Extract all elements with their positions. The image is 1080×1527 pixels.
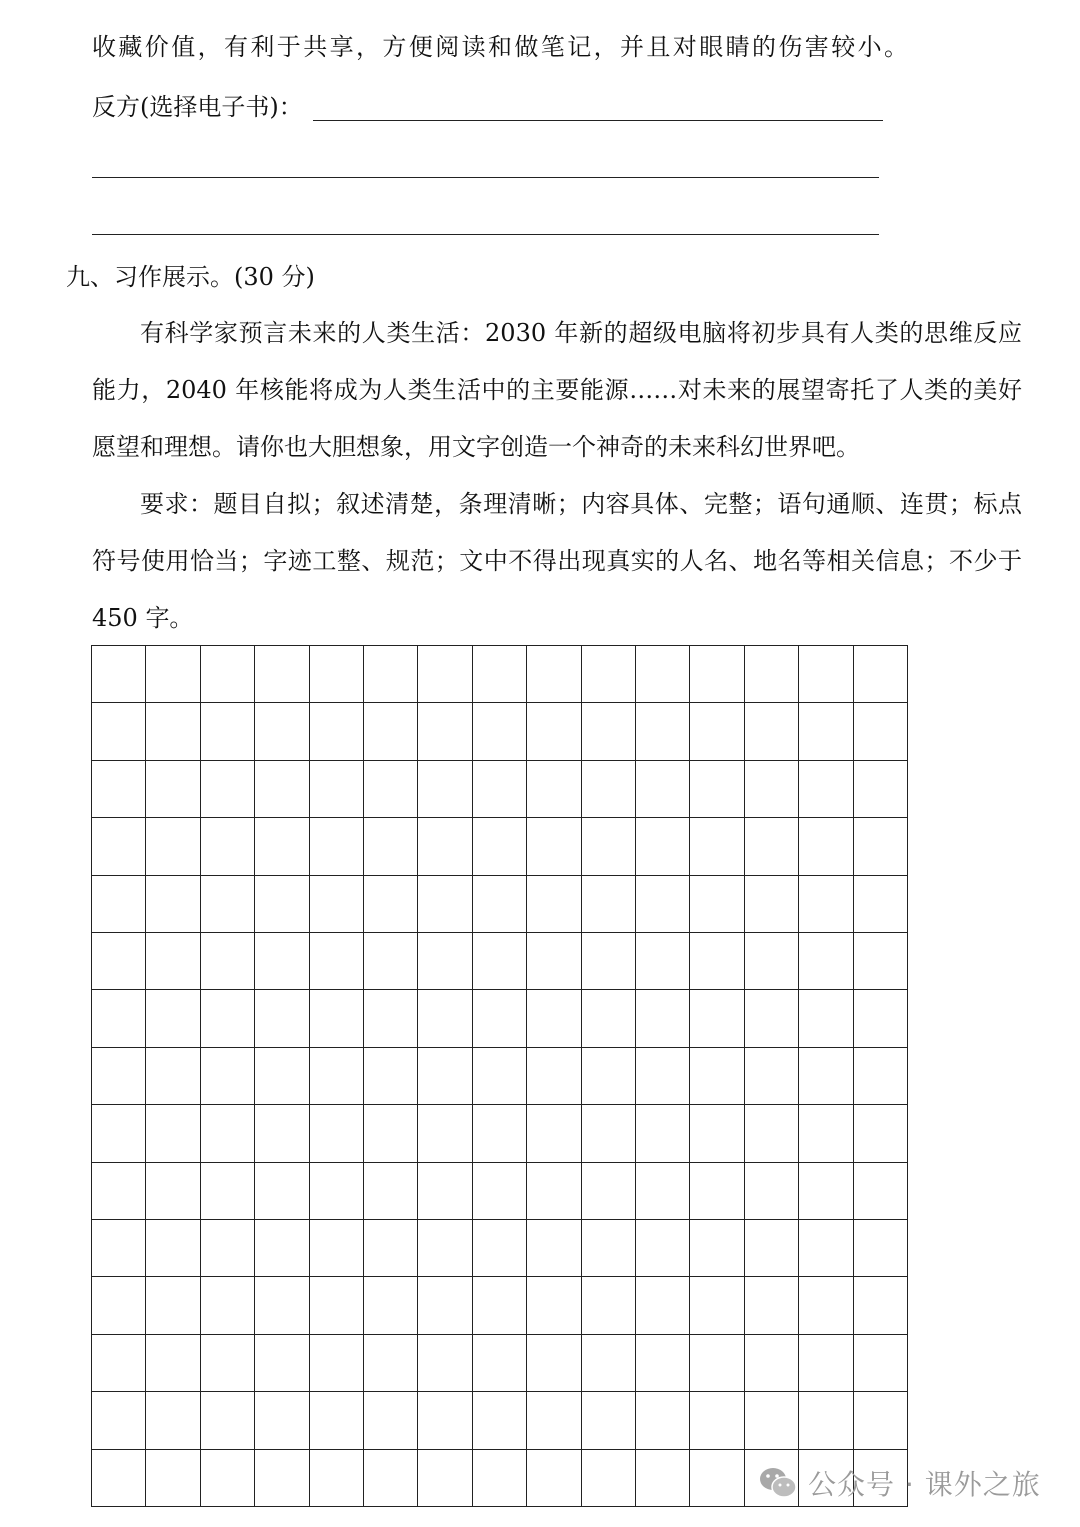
grid-cell[interactable]: [527, 1048, 581, 1105]
grid-cell[interactable]: [582, 1277, 636, 1334]
grid-cell[interactable]: [745, 703, 799, 760]
grid-cell[interactable]: [745, 1105, 799, 1162]
grid-cell[interactable]: [636, 646, 690, 703]
grid-cell[interactable]: [310, 1335, 364, 1392]
grid-cell[interactable]: [146, 1392, 200, 1449]
grid-cell[interactable]: [854, 876, 908, 933]
grid-cell[interactable]: [799, 761, 853, 818]
grid-cell[interactable]: [527, 818, 581, 875]
grid-cell[interactable]: [636, 1335, 690, 1392]
grid-cell[interactable]: [310, 761, 364, 818]
writing-grid[interactable]: [91, 645, 908, 1507]
grid-cell[interactable]: [690, 818, 744, 875]
grid-cell[interactable]: [690, 1048, 744, 1105]
grid-cell[interactable]: [636, 761, 690, 818]
grid-cell[interactable]: [364, 761, 418, 818]
grid-cell[interactable]: [473, 1277, 527, 1334]
grid-cell[interactable]: [418, 1220, 472, 1277]
grid-cell[interactable]: [854, 646, 908, 703]
grid-cell[interactable]: [636, 990, 690, 1047]
grid-cell[interactable]: [201, 1163, 255, 1220]
grid-cell[interactable]: [690, 1220, 744, 1277]
grid-cell[interactable]: [854, 1277, 908, 1334]
grid-cell[interactable]: [690, 1105, 744, 1162]
grid-cell[interactable]: [310, 1163, 364, 1220]
grid-cell[interactable]: [854, 1335, 908, 1392]
grid-cell[interactable]: [418, 1335, 472, 1392]
grid-cell[interactable]: [690, 646, 744, 703]
grid-cell[interactable]: [201, 1277, 255, 1334]
grid-cell[interactable]: [255, 703, 309, 760]
grid-cell[interactable]: [418, 703, 472, 760]
grid-cell[interactable]: [146, 876, 200, 933]
grid-cell[interactable]: [418, 1277, 472, 1334]
grid-cell[interactable]: [799, 876, 853, 933]
grid-cell[interactable]: [146, 761, 200, 818]
grid-cell[interactable]: [636, 703, 690, 760]
grid-cell[interactable]: [255, 1048, 309, 1105]
grid-cell[interactable]: [799, 1048, 853, 1105]
grid-cell[interactable]: [255, 1163, 309, 1220]
grid-cell[interactable]: [527, 703, 581, 760]
grid-cell[interactable]: [582, 990, 636, 1047]
grid-cell[interactable]: [92, 1392, 146, 1449]
grid-cell[interactable]: [690, 1277, 744, 1334]
grid-cell[interactable]: [255, 990, 309, 1047]
grid-cell[interactable]: [527, 1450, 581, 1507]
grid-cell[interactable]: [201, 818, 255, 875]
watermark: [758, 1458, 1041, 1508]
previous-answer-text: 收藏价值，有利于共享，方便阅读和做笔记，并且对眼睛的伤害较小。: [92, 33, 911, 61]
grid-cell[interactable]: [636, 1163, 690, 1220]
answer-line-3[interactable]: [92, 234, 879, 235]
grid-cell[interactable]: [582, 933, 636, 990]
grid-cell[interactable]: [473, 1450, 527, 1507]
grid-cell[interactable]: [92, 1277, 146, 1334]
grid-cell[interactable]: [146, 818, 200, 875]
grid-cell[interactable]: [582, 1392, 636, 1449]
grid-cell[interactable]: [527, 646, 581, 703]
grid-cell[interactable]: [146, 1450, 200, 1507]
grid-cell[interactable]: [201, 990, 255, 1047]
grid-cell[interactable]: [854, 1048, 908, 1105]
prompt-paragraph: 有科学家预言未来的人类生活：2030 年新的超级电脑将初步具有人类的思维反应能力，2040 年核能将成为人类生活中的主要能源……对未来的展望寄托了人类的美好愿望和理想。请你也大胆想象，用文字创造一个神奇的未来科幻世界吧。: [92, 319, 1022, 461]
grid-cell[interactable]: [799, 1220, 853, 1277]
grid-cell[interactable]: [690, 933, 744, 990]
grid-cell[interactable]: [745, 1392, 799, 1449]
grid-cell[interactable]: [745, 1277, 799, 1334]
grid-cell[interactable]: [364, 818, 418, 875]
grid-cell[interactable]: [364, 876, 418, 933]
grid-cell[interactable]: [636, 1392, 690, 1449]
grid-cell[interactable]: [364, 646, 418, 703]
grid-cell[interactable]: [636, 1105, 690, 1162]
grid-cell[interactable]: [364, 1450, 418, 1507]
against-side-label: 反方(选择电子书)：: [92, 93, 303, 121]
grid-cell[interactable]: [146, 1163, 200, 1220]
grid-cell[interactable]: [255, 1392, 309, 1449]
grid-cell[interactable]: [146, 1220, 200, 1277]
grid-cell[interactable]: [364, 1277, 418, 1334]
grid-cell[interactable]: [473, 703, 527, 760]
grid-cell[interactable]: [473, 818, 527, 875]
grid-cell[interactable]: [201, 761, 255, 818]
grid-cell[interactable]: [745, 818, 799, 875]
grid-cell[interactable]: [527, 1392, 581, 1449]
grid-cell[interactable]: [636, 1277, 690, 1334]
grid-cell[interactable]: [255, 1105, 309, 1162]
grid-cell[interactable]: [364, 1105, 418, 1162]
grid-cell[interactable]: [745, 646, 799, 703]
grid-cell[interactable]: [527, 761, 581, 818]
grid-cell[interactable]: [636, 876, 690, 933]
grid-cell[interactable]: [745, 1335, 799, 1392]
grid-cell[interactable]: [92, 933, 146, 990]
grid-cell[interactable]: [364, 1163, 418, 1220]
grid-cell[interactable]: [799, 1335, 853, 1392]
grid-cell[interactable]: [582, 1450, 636, 1507]
grid-cell[interactable]: [310, 1277, 364, 1334]
grid-cell[interactable]: [92, 646, 146, 703]
grid-cell[interactable]: [364, 933, 418, 990]
grid-cell[interactable]: [255, 1335, 309, 1392]
grid-cell[interactable]: [473, 1392, 527, 1449]
grid-cell[interactable]: [201, 1105, 255, 1162]
grid-cell[interactable]: [255, 1450, 309, 1507]
grid-cell[interactable]: [255, 876, 309, 933]
grid-cell[interactable]: [364, 990, 418, 1047]
grid-cell[interactable]: [201, 646, 255, 703]
grid-cell[interactable]: [310, 990, 364, 1047]
grid-cell[interactable]: [310, 933, 364, 990]
grid-cell[interactable]: [201, 933, 255, 990]
grid-cell[interactable]: [473, 1163, 527, 1220]
grid-cell[interactable]: [690, 761, 744, 818]
grid-cell[interactable]: [146, 703, 200, 760]
grid-cell[interactable]: [473, 1220, 527, 1277]
grid-cell[interactable]: [255, 933, 309, 990]
grid-cell[interactable]: [146, 1105, 200, 1162]
grid-cell[interactable]: [636, 818, 690, 875]
grid-cell[interactable]: [745, 990, 799, 1047]
grid-cell[interactable]: [473, 876, 527, 933]
grid-cell[interactable]: [92, 818, 146, 875]
grid-cell[interactable]: [201, 1048, 255, 1105]
grid-cell[interactable]: [799, 1392, 853, 1449]
grid-cell[interactable]: [582, 1163, 636, 1220]
grid-cell[interactable]: [582, 646, 636, 703]
grid-cell[interactable]: [473, 1048, 527, 1105]
section-heading: 九、习作展示。(30 分): [66, 263, 315, 291]
grid-cell[interactable]: [310, 1450, 364, 1507]
grid-cell[interactable]: [418, 1105, 472, 1162]
grid-cell[interactable]: [745, 933, 799, 990]
grid-cell[interactable]: [636, 933, 690, 990]
grid-cell[interactable]: [92, 703, 146, 760]
grid-cell[interactable]: [527, 1220, 581, 1277]
wechat-icon: [758, 1466, 798, 1500]
grid-cell[interactable]: [418, 1450, 472, 1507]
grid-cell[interactable]: [364, 1392, 418, 1449]
grid-cell[interactable]: [310, 703, 364, 760]
grid-cell[interactable]: [92, 1163, 146, 1220]
grid-cell[interactable]: [799, 646, 853, 703]
grid-cell[interactable]: [201, 876, 255, 933]
grid-cell[interactable]: [364, 703, 418, 760]
grid-cell[interactable]: [418, 1048, 472, 1105]
grid-cell[interactable]: [854, 761, 908, 818]
grid-cell[interactable]: [582, 703, 636, 760]
grid-cell[interactable]: [201, 1220, 255, 1277]
grid-cell[interactable]: [92, 1220, 146, 1277]
grid-cell[interactable]: [146, 1048, 200, 1105]
grid-cell[interactable]: [582, 876, 636, 933]
grid-cell[interactable]: [854, 703, 908, 760]
grid-cell[interactable]: [418, 933, 472, 990]
grid-cell[interactable]: [636, 1450, 690, 1507]
grid-cell[interactable]: [745, 1048, 799, 1105]
grid-cell[interactable]: [854, 1163, 908, 1220]
grid-cell[interactable]: [418, 646, 472, 703]
grid-cell[interactable]: [310, 1220, 364, 1277]
grid-cell[interactable]: [255, 818, 309, 875]
grid-cell[interactable]: [690, 1392, 744, 1449]
grid-cell[interactable]: [201, 1450, 255, 1507]
grid-cell[interactable]: [527, 990, 581, 1047]
grid-cell[interactable]: [255, 761, 309, 818]
requirements-paragraph: 要求：题目自拟；叙述清楚，条理清晰；内容具体、完整；语句通顺、连贯；标点符号使用恰当；字迹工整、规范；文中不得出现真实的人名、地名等相关信息；不少于 450 字。: [92, 490, 1022, 632]
grid-cell[interactable]: [310, 646, 364, 703]
grid-cell[interactable]: [255, 1220, 309, 1277]
grid-cell[interactable]: [636, 1220, 690, 1277]
grid-cell[interactable]: [92, 761, 146, 818]
grid-cell[interactable]: [364, 1220, 418, 1277]
grid-cell[interactable]: [473, 646, 527, 703]
grid-cell[interactable]: [799, 990, 853, 1047]
grid-cell[interactable]: [255, 646, 309, 703]
grid-cell[interactable]: [310, 1048, 364, 1105]
grid-cell[interactable]: [582, 761, 636, 818]
grid-cell[interactable]: [364, 1048, 418, 1105]
grid-cell[interactable]: [364, 1335, 418, 1392]
grid-cell[interactable]: [418, 990, 472, 1047]
grid-cell[interactable]: [92, 876, 146, 933]
grid-cell[interactable]: [690, 1335, 744, 1392]
grid-cell[interactable]: [418, 761, 472, 818]
grid-cell[interactable]: [854, 1105, 908, 1162]
answer-line-2[interactable]: [92, 177, 879, 178]
grid-cell[interactable]: [473, 1105, 527, 1162]
grid-cell[interactable]: [745, 1163, 799, 1220]
grid-cell[interactable]: [527, 876, 581, 933]
grid-cell[interactable]: [473, 990, 527, 1047]
grid-cell[interactable]: [799, 818, 853, 875]
grid-cell[interactable]: [201, 1335, 255, 1392]
grid-cell[interactable]: [636, 1048, 690, 1105]
grid-cell[interactable]: [690, 876, 744, 933]
grid-cell[interactable]: [745, 1220, 799, 1277]
grid-cell[interactable]: [799, 1163, 853, 1220]
grid-cell[interactable]: [146, 933, 200, 990]
grid-cell[interactable]: [92, 1048, 146, 1105]
grid-cell[interactable]: [418, 1163, 472, 1220]
grid-cell[interactable]: [310, 1105, 364, 1162]
grid-cell[interactable]: [690, 1163, 744, 1220]
grid-cell[interactable]: [854, 990, 908, 1047]
grid-cell[interactable]: [690, 990, 744, 1047]
grid-cell[interactable]: [582, 818, 636, 875]
grid-cell[interactable]: [418, 1392, 472, 1449]
grid-cell[interactable]: [854, 1392, 908, 1449]
grid-cell[interactable]: [310, 876, 364, 933]
grid-cell[interactable]: [92, 1105, 146, 1162]
grid-cell[interactable]: [146, 646, 200, 703]
grid-cell[interactable]: [201, 1392, 255, 1449]
grid-cell[interactable]: [146, 1335, 200, 1392]
answer-line-1[interactable]: [313, 120, 883, 121]
grid-cell[interactable]: [418, 876, 472, 933]
grid-cell[interactable]: [418, 818, 472, 875]
grid-cell[interactable]: [690, 1450, 744, 1507]
grid-cell[interactable]: [92, 1335, 146, 1392]
grid-cell[interactable]: [92, 990, 146, 1047]
grid-cell[interactable]: [854, 1220, 908, 1277]
grid-cell[interactable]: [527, 1335, 581, 1392]
grid-cell[interactable]: [745, 876, 799, 933]
grid-cell[interactable]: [473, 1335, 527, 1392]
grid-cell[interactable]: [255, 1277, 309, 1334]
grid-cell[interactable]: [854, 818, 908, 875]
grid-cell[interactable]: [745, 761, 799, 818]
grid-cell[interactable]: [527, 1163, 581, 1220]
grid-cell[interactable]: [799, 1105, 853, 1162]
grid-cell[interactable]: [582, 1220, 636, 1277]
grid-cell[interactable]: [527, 1277, 581, 1334]
watermark-text: 公众号 · 课外之旅: [808, 1468, 1041, 1501]
grid-cell[interactable]: [146, 990, 200, 1047]
grid-cell[interactable]: [582, 1335, 636, 1392]
grid-cell[interactable]: [201, 703, 255, 760]
grid-cell[interactable]: [527, 1105, 581, 1162]
grid-cell[interactable]: [582, 1048, 636, 1105]
grid-cell[interactable]: [799, 703, 853, 760]
grid-cell[interactable]: [473, 933, 527, 990]
grid-cell[interactable]: [799, 1277, 853, 1334]
grid-cell[interactable]: [799, 933, 853, 990]
grid-cell[interactable]: [854, 933, 908, 990]
grid-cell[interactable]: [92, 1450, 146, 1507]
grid-cell[interactable]: [582, 1105, 636, 1162]
grid-cell[interactable]: [310, 1392, 364, 1449]
grid-cell[interactable]: [527, 933, 581, 990]
grid-cell[interactable]: [310, 818, 364, 875]
grid-cell[interactable]: [146, 1277, 200, 1334]
grid-cell[interactable]: [473, 761, 527, 818]
grid-cell[interactable]: [690, 703, 744, 760]
